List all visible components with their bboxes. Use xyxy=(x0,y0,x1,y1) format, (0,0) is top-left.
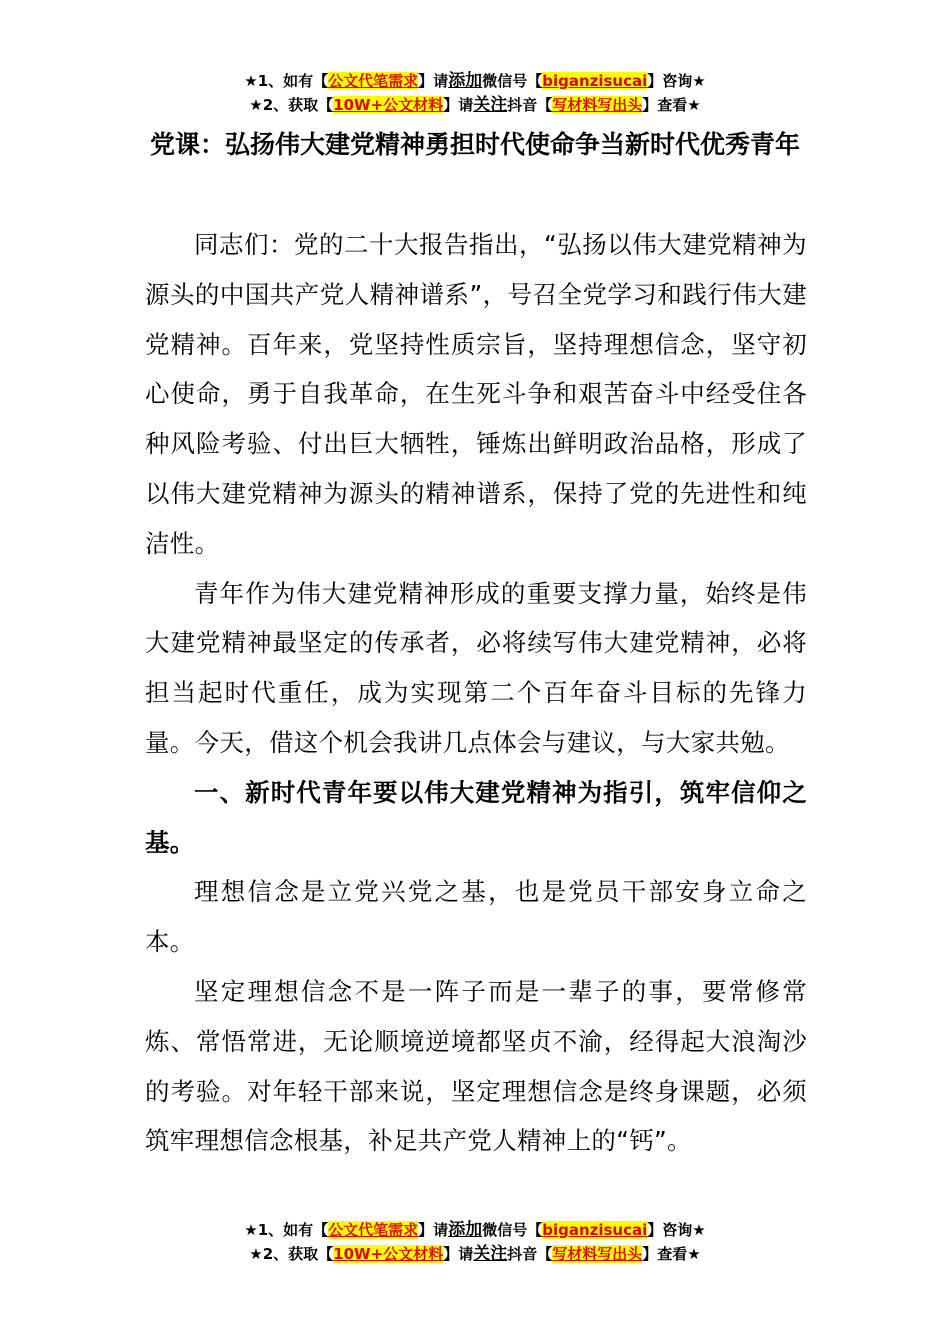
promo-text: 】请 xyxy=(443,96,474,114)
promo-underline: 添加 xyxy=(448,71,483,91)
promo-highlight: 公文代笔需求 xyxy=(328,72,419,90)
promo-text: 】咨询★ xyxy=(647,1221,706,1239)
promo-highlight: 写材料写出头 xyxy=(552,1245,643,1263)
promo-text: ★2、获取【 xyxy=(249,1245,334,1263)
promo-highlight: 10W+公文材料 xyxy=(333,1245,444,1263)
promo-highlight: 写材料写出头 xyxy=(552,96,643,114)
promo-text: 】请 xyxy=(418,72,449,90)
promo-text: 】查看★ xyxy=(642,96,701,114)
promo-text: 抖音【 xyxy=(507,1245,553,1263)
promo-banner-bottom xyxy=(0,1218,950,1266)
promo-underline: 关注 xyxy=(473,95,508,115)
promo-highlight: 10W+公文材料 xyxy=(333,96,444,114)
promo-highlight: biganzisucai xyxy=(542,72,648,90)
promo-highlight: biganzisucai xyxy=(542,1221,648,1239)
promo-highlight: 公文代笔需求 xyxy=(328,1221,419,1239)
promo-line-2 xyxy=(0,93,950,117)
promo-text: 】请 xyxy=(418,1221,449,1239)
paragraph: 同志们：党的二十大报告指出，“弘扬以伟大建党精神为源头的中国共产党人精神谱系”，号召全党学习和践行伟大建党精神。百年来，党坚持性质宗旨，坚持理想信念，坚守初心使命，勇于自我革命，在生死斗争和艰苦奋斗中经受住各种风险考验、付出巨大牺牲，锤炼出鲜明政治品格，形成了以伟大建党精神为源头的精神谱系，保持了党的先进性和纯洁性。 xyxy=(145,230,807,558)
promo-text: 微信号【 xyxy=(482,1221,543,1239)
promo-text: 】请 xyxy=(443,1245,474,1263)
promo-line-1 xyxy=(0,1218,950,1242)
promo-text: ★2、获取【 xyxy=(249,96,334,114)
promo-line-1 xyxy=(0,69,950,93)
promo-text: ★1、如有【 xyxy=(244,72,329,90)
promo-text: 微信号【 xyxy=(482,72,543,90)
paragraph: 理想信念是立党兴党之基，也是党员干部安身立命之本。 xyxy=(145,877,807,957)
promo-line-2 xyxy=(0,1242,950,1266)
document-title: 党课：弘扬伟大建党精神勇担时代使命争当新时代优秀青年 xyxy=(149,130,800,159)
promo-text: 】咨询★ xyxy=(647,72,706,90)
document-body xyxy=(145,220,807,1166)
promo-underline: 添加 xyxy=(448,1220,483,1240)
promo-text: ★1、如有【 xyxy=(244,1221,329,1239)
paragraph: 坚定理想信念不是一阵子而是一辈子的事，要常修常炼、常悟常进，无论顺境逆境都坚贞不渝，经得起大浪淘沙的考验。对年轻干部来说，坚定理想信念是终身课题，必须筑牢理想信念根基，补足共产党人精神上的“钙”。 xyxy=(145,976,807,1156)
paragraph: 青年作为伟大建党精神形成的重要支撑力量，始终是伟大建党精神最坚定的传承者，必将续写伟大建党精神，必将担当起时代重任，成为实现第二个百年奋斗目标的先锋力量。今天，借这个机会我讲几点体会与建议，与大家共勉。 xyxy=(145,578,807,757)
promo-text: 】查看★ xyxy=(642,1245,701,1263)
promo-text: 抖音【 xyxy=(507,96,553,114)
promo-banner-top xyxy=(0,69,950,117)
section-heading: 一、新时代青年要以伟大建党精神为指引，筑牢信仰之基。 xyxy=(145,777,807,857)
promo-underline: 关注 xyxy=(473,1244,508,1264)
